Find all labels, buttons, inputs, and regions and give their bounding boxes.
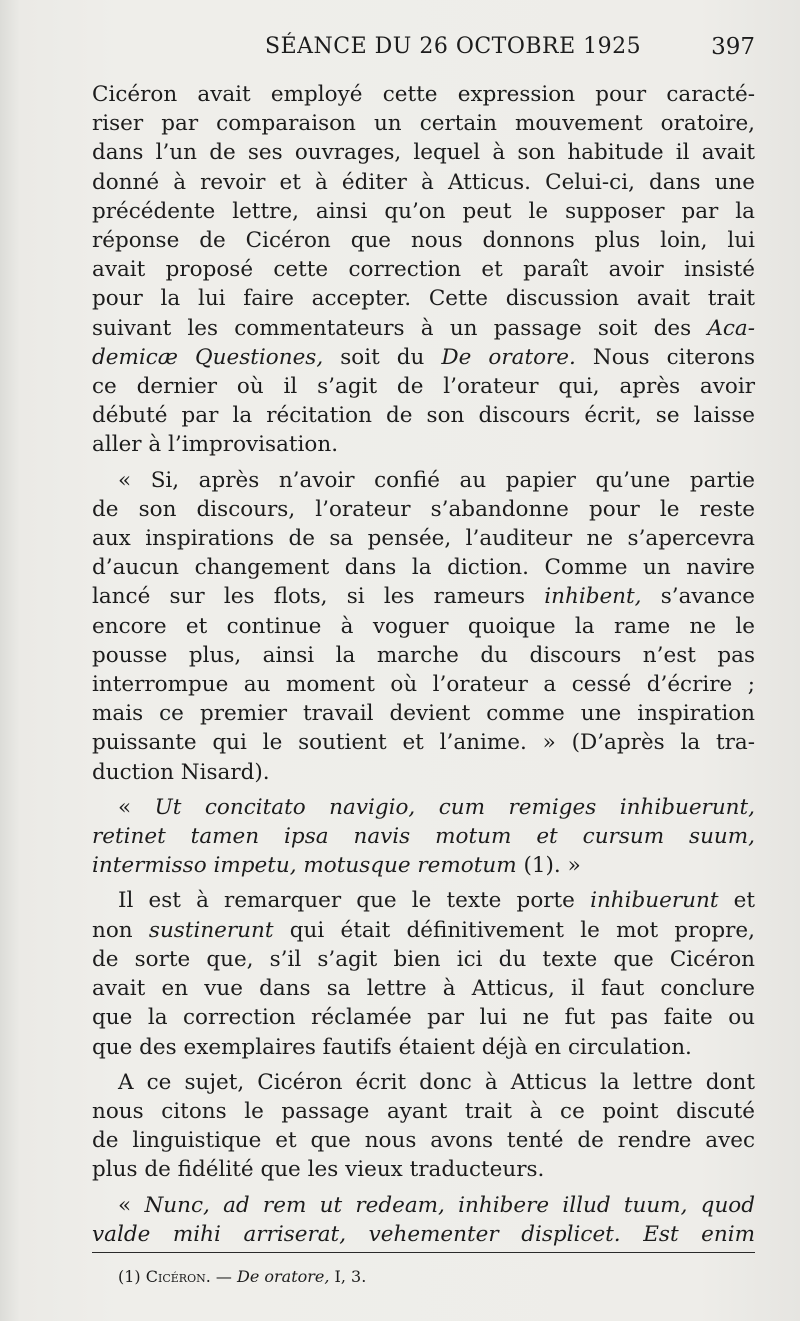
italic-run: Nunc, ad rem ut redeam, inhibere illud tuum, quod <box>144 1192 755 1218</box>
text-line <box>92 1068 755 1097</box>
text-line <box>92 612 755 641</box>
text-line <box>92 314 755 343</box>
paragraph <box>92 466 755 787</box>
italic-run: intermisso impetu, motusque remotum <box>92 853 517 879</box>
italic-run: Ut concitato navigio, cum remiges inhibuerunt, <box>154 794 755 820</box>
italic-run: De oratore. <box>441 344 576 370</box>
text-line <box>92 822 755 851</box>
text-run: pousse plus, ainsi la marche du discours n’est pas <box>92 642 755 668</box>
text-line <box>92 1033 755 1062</box>
text-run: « Si, après n’avoir confié au papier qu’une partie <box>118 467 755 493</box>
text-line <box>92 670 755 699</box>
text-run: ce dernier où il s’agit de l’orateur qui, après avoir <box>92 374 755 400</box>
text-line <box>92 1097 755 1126</box>
text-run: mais ce premier travail devient comme une inspiration <box>92 701 755 727</box>
text-line <box>92 1191 755 1220</box>
text-run: aux inspirations de sa pensée, l’auditeur ne s’apercevra <box>92 526 755 552</box>
text-line <box>92 168 755 197</box>
text-run: Nous citerons <box>575 344 755 370</box>
text-line <box>92 974 755 1003</box>
text-line <box>92 886 755 915</box>
text-run: de linguistique et que nous avons tenté de rendre avec <box>92 1128 755 1154</box>
text-run: que des exemplaires fautifs étaient déjà en circulation. <box>92 1034 692 1060</box>
text-line <box>92 255 755 284</box>
text-line <box>92 553 755 582</box>
text-line <box>92 699 755 728</box>
text-run: nous citons le passage ayant trait à ce point discuté <box>92 1098 755 1124</box>
text-line <box>92 728 755 757</box>
text-line <box>92 343 755 372</box>
text-line <box>92 466 755 495</box>
text-run: riser par comparaison un certain mouvement oratoire, <box>92 111 755 137</box>
footnote-dash: — <box>210 1267 237 1286</box>
text-run: puissante qui le soutient et l’anime. » (D’après la tra- <box>92 730 755 756</box>
text-run: « <box>118 1192 145 1218</box>
text-run: dans l’un de ses ouvrages, lequel à son habitude il avait <box>92 140 755 166</box>
text-line <box>92 1003 755 1032</box>
text-run: avait en vue dans sa lettre à Atticus, il faut conclure <box>92 976 755 1002</box>
page-number: 397 <box>711 34 755 60</box>
text-run: aller à l’improvisation. <box>92 432 339 458</box>
body-text <box>92 80 755 1249</box>
italic-run: inhibent, <box>544 584 642 610</box>
text-line <box>92 916 755 945</box>
text-run: Il est à remarquer que le texte porte <box>118 888 591 914</box>
text-run: pour la lui faire accepter. Cette discussion avait trait <box>92 286 755 312</box>
text-run: Cicéron avait employé cette expression pour caracté- <box>92 82 755 107</box>
italic-run: inhibuerunt <box>590 888 719 914</box>
text-line <box>92 284 755 313</box>
text-run: encore et continue à voguer quoique la rame ne le <box>92 613 755 639</box>
text-line <box>92 372 755 401</box>
text-line <box>92 430 755 459</box>
text-run: « <box>118 794 155 820</box>
footnote-work: De oratore, <box>236 1267 330 1286</box>
text-run: qui était définitivement le mot propre, <box>273 917 755 943</box>
running-header <box>90 34 755 68</box>
text-run: avait proposé cette correction et paraît avoir insisté <box>92 257 755 283</box>
text-line <box>92 851 755 880</box>
text-run: lancé sur les flots, si les rameurs <box>92 584 545 610</box>
italic-run: Aca- <box>707 315 755 341</box>
text-line <box>92 401 755 430</box>
italic-run: valde mihi arriserat, vehementer displicet. Est enim <box>92 1221 755 1247</box>
footnote-rule <box>92 1252 755 1253</box>
text-run: réponse de Cicéron que nous donnons plus loin, lui <box>92 228 755 254</box>
text-run: de sorte que, s’il s’agit bien ici du texte que Cicéron <box>92 946 755 972</box>
text-line <box>92 758 755 787</box>
paragraph <box>92 886 755 1061</box>
text-run: de son discours, l’orateur s’abandonne pour le reste <box>92 496 755 522</box>
text-run: s’avance <box>641 584 755 610</box>
text-line <box>92 138 755 167</box>
text-line <box>92 793 755 822</box>
text-line <box>92 495 755 524</box>
text-run: A ce sujet, Cicéron écrit donc à Atticus la lettre dont <box>118 1069 755 1095</box>
text-line <box>92 109 755 138</box>
text-run: d’aucun changement dans la diction. Comme un navire <box>92 555 755 581</box>
italic-run: demicæ Questiones, <box>92 344 324 370</box>
paragraph <box>92 793 755 881</box>
text-run: et <box>718 888 755 914</box>
text-line <box>92 197 755 226</box>
text-run: soit du <box>323 344 442 370</box>
italic-run: retinet tamen ipsa navis motum et cursum suum, <box>92 824 755 850</box>
footnote <box>118 1267 366 1286</box>
text-line <box>92 1155 755 1184</box>
text-run: (1). » <box>516 853 581 879</box>
footnote-ref: I, 3. <box>329 1267 367 1286</box>
text-run: duction Nisard). <box>92 759 270 785</box>
text-line <box>92 80 755 109</box>
text-line <box>92 226 755 255</box>
footnote-marker: (1) <box>118 1267 141 1286</box>
text-run: précédente lettre, ainsi qu’on peut le supposer par la <box>92 198 755 224</box>
paragraph <box>92 1068 755 1185</box>
text-line <box>92 582 755 611</box>
running-title: SÉANCE DU 26 OCTOBRE 1925 <box>265 34 642 59</box>
text-line <box>92 1126 755 1155</box>
text-run: non <box>92 917 149 943</box>
text-line <box>92 641 755 670</box>
text-run: plus de fidélité que les vieux traducteurs. <box>92 1157 545 1183</box>
text-run: suivant les commentateurs à un passage soit des <box>92 315 708 341</box>
text-line <box>92 1220 755 1249</box>
text-run: que la correction réclamée par lui ne fut pas faite ou <box>92 1005 755 1031</box>
paragraph <box>92 80 755 460</box>
text-line <box>92 945 755 974</box>
text-run: interrompue au moment où l’orateur a cessé d’écrire ; <box>92 672 755 698</box>
italic-run: sustinerunt <box>148 917 274 943</box>
text-run: débuté par la récitation de son discours écrit, se laisse <box>92 403 755 429</box>
text-line <box>92 524 755 553</box>
footnote-author: Cicéron. <box>145 1267 211 1286</box>
text-run: donné à revoir et à éditer à Atticus. Celui-ci, dans une <box>92 169 755 195</box>
paragraph <box>92 1191 755 1249</box>
